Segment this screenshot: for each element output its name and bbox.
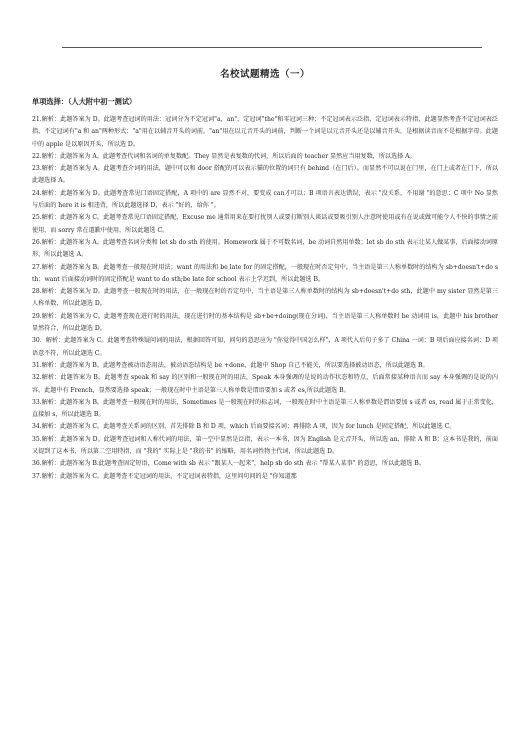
page-title: 名校试题精选（一） (219, 69, 310, 80)
answer-explanations (32, 114, 498, 483)
section-heading: 单项选择：（人大附中初一测试） (32, 97, 137, 106)
paragraph-26: 26.解析：此题答案为 A。此题考查名词分类和 let sb do sth 的使用。Homework 属于不可数名词，be 动词自然用单数；let sb do sth 表示让某人做某事，后面接动词原形，所以此题选 A。 (32, 238, 498, 259)
paragraph-31: 31.解析：此题答案为 B。此题考查被动语态用法，被动语态结构是 be +done，此题中 Shop 自己不能关，所以要选择被动语态，所以此题选 B。 (32, 361, 429, 369)
paragraph-35: 35.解析：此题答案为 D。此题考查冠词和人称代词的用法，第一空中显然是泛指，表示一本书，因为 English 是元音开头，所以选 an，排除 A 和 B；这本书是我的，前面又提到了这本书，所以第二空用特指，而 "我的" 实际上是 "我的书" 的缩略，用名词性物主代词，所以此题选 D。 (32, 435, 498, 456)
paragraph-36: 36.解析：此题答案为 B.此题考查固定短语，Come with sb 表示 "跟某人一起来"，help sb do sth 表示 "帮某人某事" 的意思，所以此题选 B。 (32, 460, 425, 468)
paragraph-37: 37.解析：此题答案为 C。此题考查不定冠词的用法，不定冠词表特指，这里问句问的是 "你知道那 (32, 472, 297, 480)
paragraph-25: 25.解析：此题答案为 C。此题考查常见口语固定搭配，Excuse me 通常用来在要打扰别人或要打断别人谈话或要吸引别人注意时使用或有在说或做可能令人不快的事情之前使用，而 sorry 常在道歉中使用，所以此题选 C。 (32, 214, 498, 234)
paragraph-32: 32.解析：此题答案为 B。此题考查 speak 和 say 的区别和一般现在时的用法，Speak 本身强调的是说的动作状态和特点，后面常接某种语言而 say 本身强调的是说的内容，此题中有 French，显然要选择 speak；一般现在时中主语是第三人称单数是谓语要加 s 或者 es,所以此题选 B。 (32, 374, 498, 394)
paragraph-24: 24.解析：此题答案为 D。此题考查常见口语固定搭配，A 项中的 are 显然不对，要变成 can才可以；B 项语言表达错误，表示 "没关系，不用谢 "的意思；C 项中 No 显然与后面的 here it is 相违背，所以此题选择 D，表示 "好的，给你 "。 (32, 189, 498, 210)
paragraph-23: 23.解析：此题答案为 A。此题考查介词的用法，题中可以和 door 搭配的可以表示猫的位置的词只有 behind（在门后）。而显然不可以说在门里，在门上或者在门下，所以此题选择 A。 (32, 165, 498, 185)
paragraph-33: 33.解析：此题答案为 B。此题考查一般现在时的用法，Sometimes 是一般现在时的标志词，一般现在时中主语是第三人称单数是谓语要加 s 或者 es, read 属于正常变化，直接加 s，所以此题选 B。 (32, 398, 498, 419)
paragraph-21: 21.解析：此题答案为 D。此题考查冠词的用法：冠词分为不定冠词"a，an"、定冠词"the"和零冠词三种；不定冠词表示泛指，定冠词表示特指，此题显然考查不定冠词表泛指，不定冠词有"a 和 an"两种形式："a"用在以辅音开头的词前，"an"用在以元音开头的词前，判断一个词是以元音开头还是以辅音开头，是根据读音而不是根据字母。此题中的 apple 是以原因开头，所以选 D。 (32, 116, 498, 148)
paragraph-34: 34.解析：此题答案为 C。此题考查关系词的区别，首先排除 B 和 D 项，which 后面要接名词；再排除 A 项，因为 for lunch 是固定搭配，所以此题选 C。 (32, 423, 456, 431)
paragraph-22: 22.解析：此题答案为 A。此题考查代词和名词的单复数配。They 显然是表复数的代词，所以后面的 teacher 显然应当用复数，所以选择 A。 (32, 152, 416, 160)
paragraph-29: 29.解析：此题答案为 C。此题考查现在进行时的用法，现在进行时的基本结构是 sb+be+doing(现在分词)，当主语是第三人称单数时 be 动词用 is，此题中 his brother 显然符合，所以此题选 D。 (32, 312, 498, 333)
paragraph-27: 27.解析：此题答案为 B。此题考查一般现在时用法；want 的用法和 be late for 的固定搭配，一般现在时否定句中，当主语是第三人称单数时的结构为 sb+doesn't+do sth；want 后面接动词时的固定搭配是 want to do sth;be late for school 表示上学迟到，所以此题选 B。 (32, 263, 498, 283)
paragraph-28: 28.解析：此题答案为 D。此题考查一般现在时的用法，在一般现在时的否定句中，当主语是第三人称单数时的结构为 sb+doesn't+do sth，此题中 my sister 显然是第三人称单数，所以此题选 D。 (32, 288, 498, 308)
paragraph-30: 30．解析：此题答案为 C。此题考查特殊疑问词的用法，根据回答可知，问句的意思应为 "你觉得中国怎么样"，A 项代入后句子多了 China 一词；B 项后面应接名词；D 项语意不符，所以此题选 C。 (32, 337, 498, 357)
top-rule (62, 47, 482, 48)
